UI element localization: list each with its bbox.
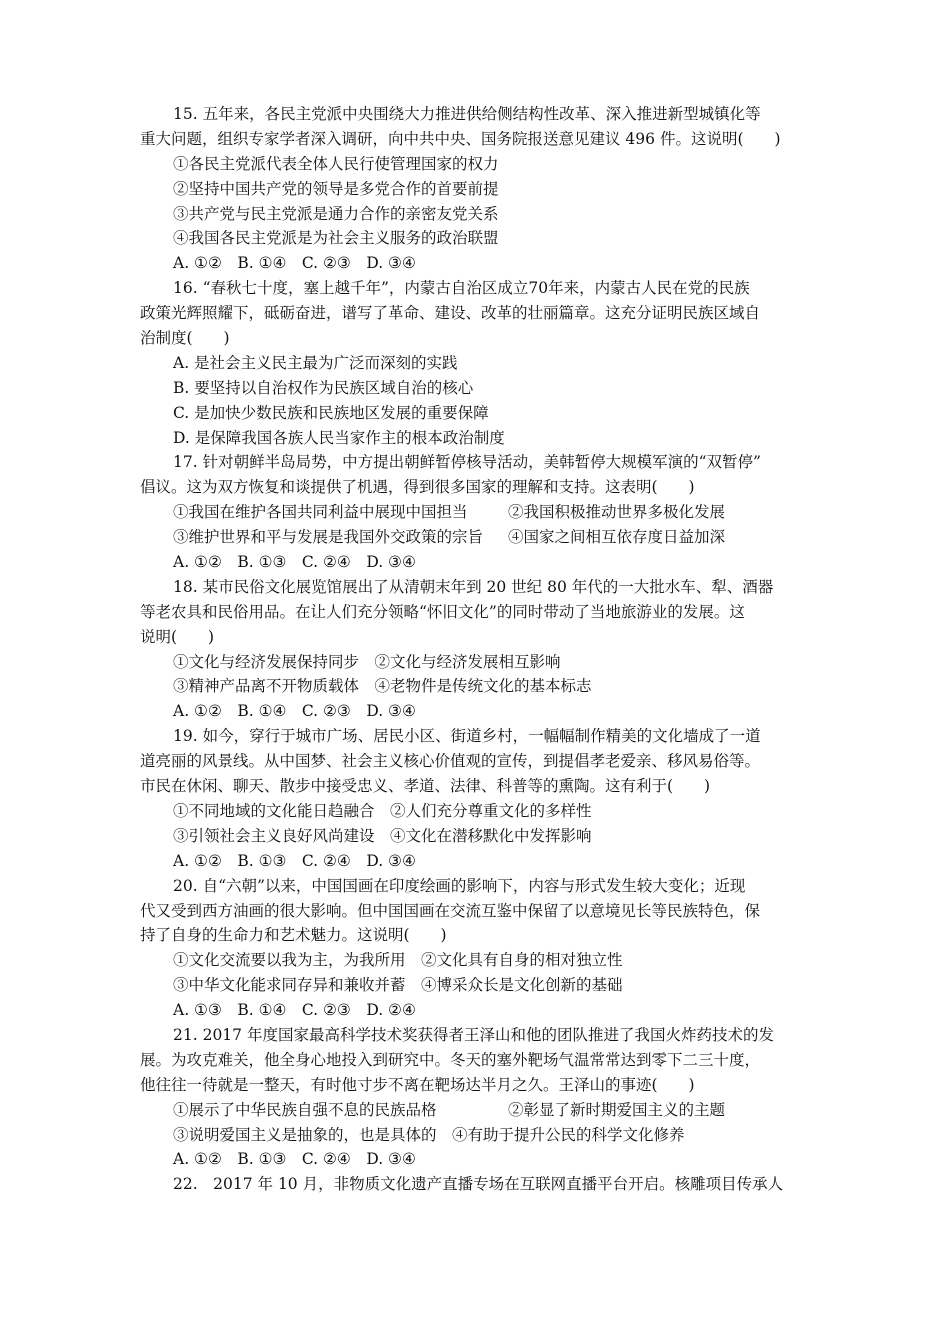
option-left: ①我国在维护各国共同利益中展现中国担当 — [173, 503, 468, 522]
question-stem-line: 展。为攻克难关，他全身心地投入到研究中。冬天的塞外靶场气温常常达到零下二三十度， — [140, 1050, 761, 1069]
question-stem-line: 治制度( ) — [140, 329, 230, 348]
question-stem-line: 21. 2017 年度国家最高科学技术奖获得者王泽山和他的团队推进了我国火炸药技术的发 — [173, 1025, 774, 1044]
question-18 — [140, 575, 812, 724]
question-stem-line: 说明( ) — [140, 627, 215, 646]
option-line: ③引领社会主义良好风尚建设 ④文化在潜移默化中发挥影响 — [173, 826, 592, 845]
answer-choices: A. ①② B. ①③ C. ②④ D. ③④ — [173, 851, 416, 870]
question-stem-line: 17. 针对朝鲜半岛局势，中方提出朝鲜暂停核导活动，美韩暂停大规模军演的“双暂停” — [173, 453, 761, 472]
answer-choices: A. ①② B. ①④ C. ②③ D. ③④ — [173, 702, 416, 721]
question-stem-line: 重大问题，组织专家学者深入调研，向中共中央、国务院报送意见建议 496 件。这说明( ) — [140, 129, 781, 148]
option-right: ②我国积极推动世界多极化发展 — [508, 503, 726, 522]
question-stem-line: 22. 2017 年 10 月，非物质文化遗产直播专场在互联网直播平台开启。核雕项目传承人 — [173, 1175, 784, 1194]
question-stem-line: 代又受到西方油画的很大影响。但中国国画在交流互鉴中保留了以意境见长等民族特色，保 — [140, 901, 761, 920]
option-line: ①文化交流要以我为主，为我所用 ②文化具有自身的相对独立性 — [173, 951, 623, 970]
question-stem-line: 16. “春秋七十度，塞上越千年”，内蒙古自治区成立70年来，内蒙古人民在党的民族 — [173, 279, 750, 298]
question-stem-line: 等老农具和民俗用品。在让人们充分领略“怀旧文化”的同时带动了当地旅游业的发展。这 — [140, 602, 745, 621]
answer-choices: A. ①② B. ①③ C. ②④ D. ③④ — [173, 1150, 416, 1169]
option-line: ③共产党与民主党派是通力合作的亲密友党关系 — [173, 204, 499, 223]
question-stem-line: 道亮丽的风景线。从中国梦、社会主义核心价值观的宣传，到提倡孝老爱亲、移风易俗等。 — [140, 752, 761, 771]
option-pair-line — [140, 1098, 812, 1123]
question-21 — [140, 1023, 812, 1172]
option-line: D. 是保障我国各族人民当家作主的根本政治制度 — [173, 428, 505, 447]
option-right: ②彰显了新时期爱国主义的主题 — [508, 1100, 726, 1119]
option-left: ③维护世界和平与发展是我国外交政策的宗旨 — [173, 528, 484, 547]
question-stem-line: 市民在休闲、聊天、散步中接受忠义、孝道、法律、科普等的熏陶。这有利于( ) — [140, 777, 711, 796]
option-line: ③说明爱国主义是抽象的，也是具体的 ④有助于提升公民的科学文化修养 — [173, 1125, 685, 1144]
question-stem-line: 倡议。这为双方恢复和谈提供了机遇，得到很多国家的理解和支持。这表明( ) — [140, 478, 695, 497]
option-line: ①不同地域的文化能日趋融合 ②人们充分尊重文化的多样性 — [173, 801, 592, 820]
question-stem-line: 18. 某市民俗文化展览馆展出了从清朝末年到 20 世纪 80 年代的一大批水车、犁、酒器 — [173, 577, 774, 596]
question-stem-line: 政策光辉照耀下，砥砺奋进，谱写了革命、建设、改革的壮丽篇章。这充分证明民族区域自 — [140, 304, 761, 323]
exam-page — [140, 102, 812, 1197]
question-stem-line: 20. 自“六朝”以来，中国国画在印度绘画的影响下，内容与形式发生较大变化；近现 — [173, 876, 746, 895]
answer-choices: A. ①② B. ①④ C. ②③ D. ③④ — [173, 254, 416, 273]
option-pair-line — [140, 500, 812, 525]
question-stem-line: 15. 五年来，各民主党派中央围绕大力推进供给侧结构性改革、深入推进新型城镇化等 — [173, 105, 761, 123]
question-stem-line: 他往往一待就是一整天，有时他寸步不离在靶场达半月之久。王泽山的事迹( ) — [140, 1075, 695, 1094]
option-line: ③精神产品离不开物质载体 ④老物件是传统文化的基本标志 — [173, 677, 592, 696]
question-15 — [140, 102, 812, 276]
option-line: C. 是加快少数民族和民族地区发展的重要保障 — [173, 403, 489, 422]
option-pair-line — [140, 525, 812, 550]
question-22 — [140, 1172, 812, 1197]
option-right: ④国家之间相互依存度日益加深 — [508, 528, 726, 547]
question-17 — [140, 450, 812, 574]
option-line: B. 要坚持以自治权作为民族区域自治的核心 — [173, 378, 474, 397]
answer-choices: A. ①③ B. ①④ C. ②③ D. ②④ — [173, 1001, 416, 1020]
question-stem-line: 19. 如今，穿行于城市广场、居民小区、街道乡村，一幅幅制作精美的文化墙成了一道 — [173, 727, 761, 746]
option-line: ①文化与经济发展保持同步 ②文化与经济发展相互影响 — [173, 652, 561, 671]
option-line: A. 是社会主义民主最为广泛而深刻的实践 — [173, 353, 458, 372]
answer-choices: A. ①② B. ①③ C. ②④ D. ③④ — [173, 553, 416, 572]
option-line: ③中华文化能求同存异和兼收并蓄 ④博采众长是文化创新的基础 — [173, 976, 623, 995]
question-16 — [140, 276, 812, 450]
option-line: ④我国各民主党派是为社会主义服务的政治联盟 — [173, 229, 499, 248]
option-left: ①展示了中华民族自强不息的民族品格 — [173, 1100, 437, 1119]
question-20 — [140, 874, 812, 1023]
question-19 — [140, 724, 812, 873]
question-stem-line: 持了自身的生命力和艺术魅力。这说明( ) — [140, 926, 447, 945]
option-line: ②坚持中国共产党的领导是多党合作的首要前提 — [173, 179, 499, 198]
option-line: ①各民主党派代表全体人民行使管理国家的权力 — [173, 154, 499, 173]
